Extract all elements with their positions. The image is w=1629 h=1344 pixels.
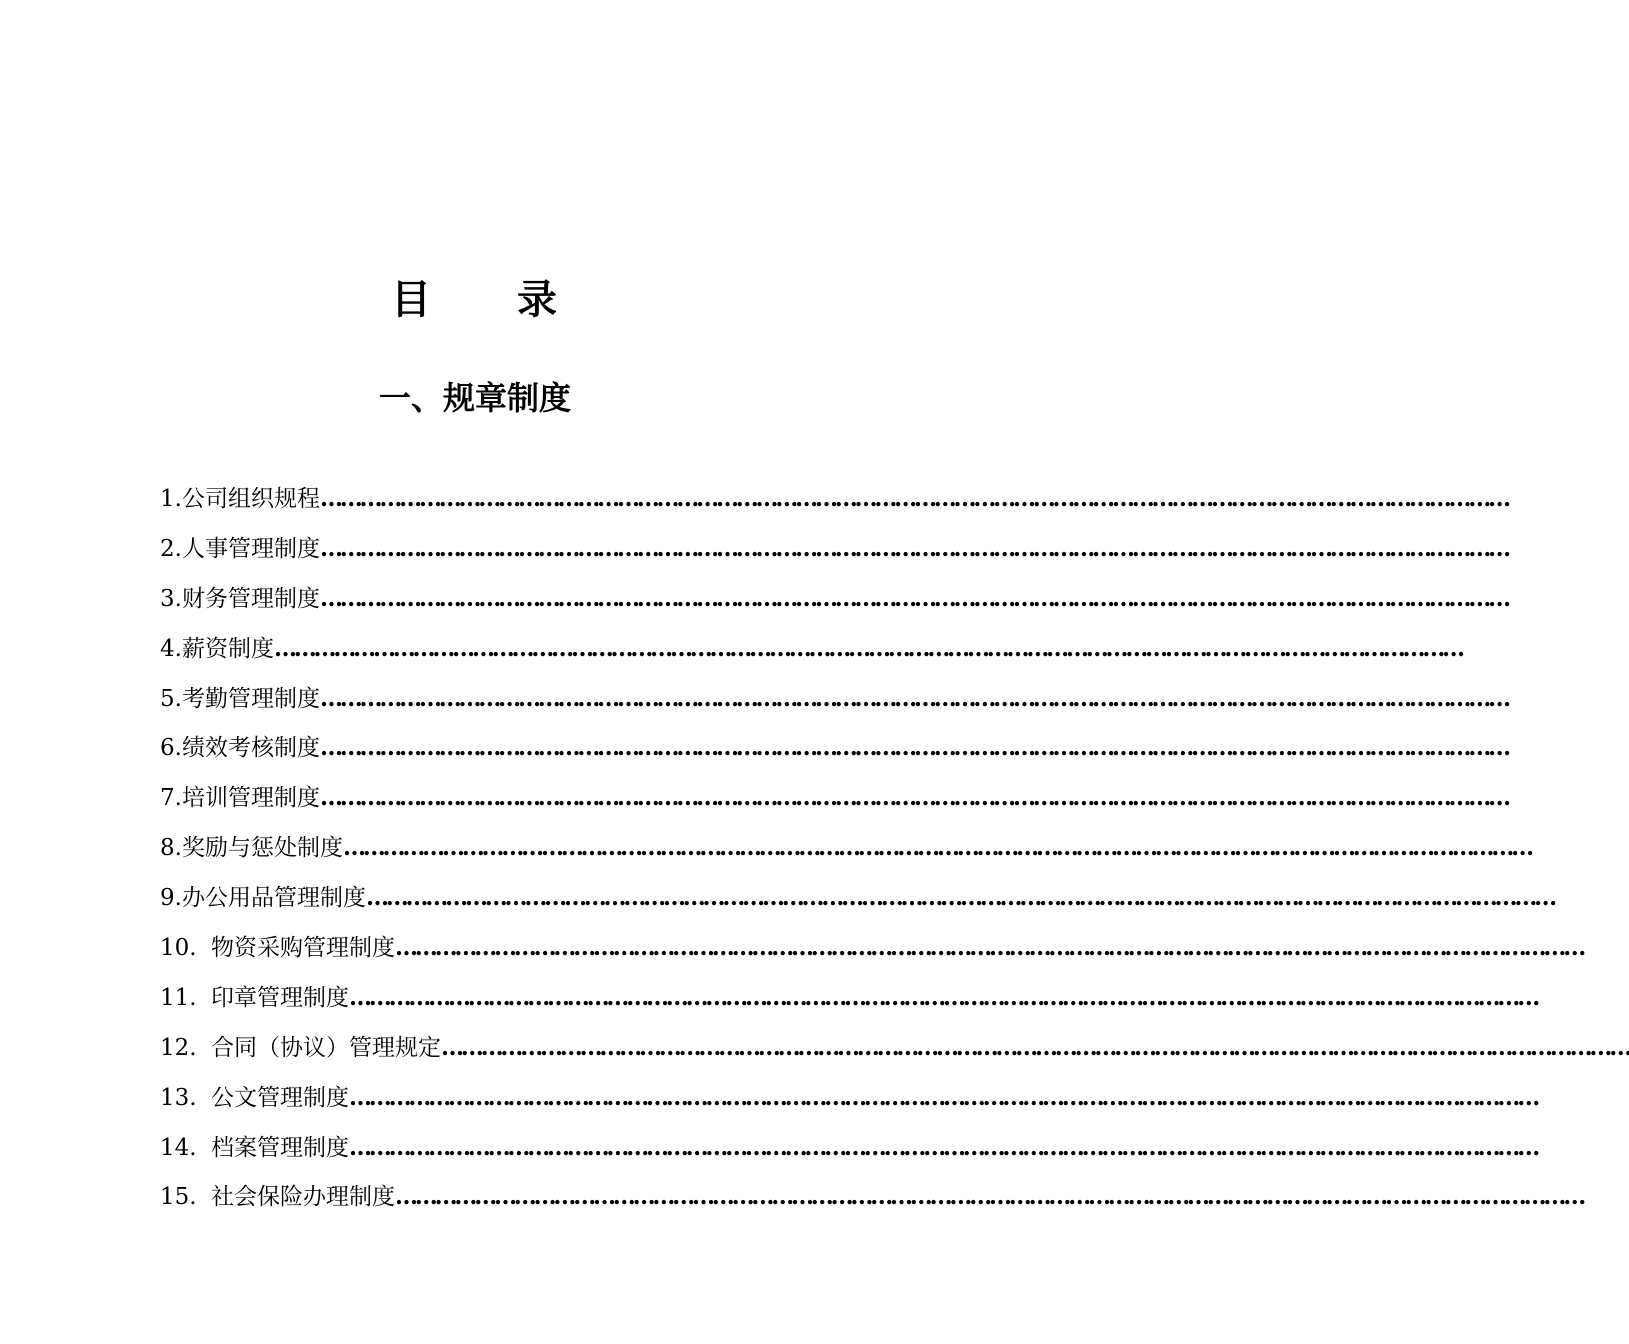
toc-item[interactable] [160,574,1508,624]
toc-dot-leader: ……………………………………………………………………………………………………………………………………………………………… [342,834,1531,862]
toc-item[interactable] [160,1123,1538,1173]
toc-item-title: 绩效考核制度 [181,735,320,762]
toc-item-number: 7. [160,785,182,812]
toc-item[interactable] [160,823,1531,873]
toc-item[interactable] [160,524,1508,574]
toc-item[interactable] [160,1172,1584,1222]
toc-item-title: 印章管理制度 [211,984,349,1011]
toc-dot-leader: ……………………………………………………………………………………………………………………………………………………………… [319,734,1508,762]
toc-item-number: 13. [160,1084,197,1111]
toc-item-title: 公司组织规程 [181,486,320,512]
toc-dot-leader: ……………………………………………………………………………………………………………………………………………………………… [349,983,1538,1011]
toc-item-title: 培训管理制度 [181,785,320,812]
toc-item[interactable] [160,773,1508,823]
toc-item[interactable] [160,973,1538,1023]
toc-item[interactable] [160,474,1508,524]
toc-item-number: 12. [160,1034,197,1061]
toc-item-title: 档案管理制度 [211,1134,349,1161]
toc-item[interactable] [160,674,1508,724]
toc-item[interactable] [160,723,1508,773]
toc-item-number: 4. [160,635,182,662]
toc-dot-leader: ……………………………………………………………………………………………………………………………………………………………… [349,1083,1538,1111]
toc-dot-leader: ……………………………………………………………………………………………………………………………………………………………… [349,1133,1538,1161]
toc-item[interactable] [160,1023,1629,1073]
toc-dot-leader: ……………………………………………………………………………………………………………………………………………………………… [365,884,1554,912]
toc-item-title: 社会保险办理制度 [211,1184,395,1211]
toc-item-title: 公文管理制度 [211,1084,349,1111]
toc-item-number: 15. [160,1184,197,1211]
toc-item-title: 奖励与惩处制度 [181,835,343,862]
toc-dot-leader: ……………………………………………………………………………………………………………………………………………………………… [395,934,1584,962]
toc-item[interactable] [160,624,1462,674]
title-char-right: 录 [517,277,559,323]
toc-dot-leader: ……………………………………………………………………………………………………………………………………………………………… [441,1033,1629,1061]
toc-item-number: 5. [160,685,182,712]
toc-item-title: 人事管理制度 [181,535,320,562]
toc-item-number: 11. [160,984,197,1011]
toc-dot-leader: ……………………………………………………………………………………………………………………………………………………………… [319,784,1508,812]
toc-item-title: 考勤管理制度 [181,685,320,712]
section-heading: 一、规章制度 [378,379,571,417]
toc-item-number: 2. [160,535,182,562]
toc-dot-leader: ……………………………………………………………………………………………………………………………………………………………… [319,684,1508,712]
toc-item-title: 财务管理制度 [181,585,320,612]
page-title [0,272,950,328]
toc-dot-leader: ……………………………………………………………………………………………………………………………………………………………… [319,534,1508,562]
toc-dot-leader: ……………………………………………………………………………………………………………………………………………………………… [273,634,1462,662]
toc-item-number: 8. [160,835,182,862]
toc-item-number: 9. [160,885,182,912]
toc-dot-leader: ……………………………………………………………………………………………………………………………………………………………… [319,584,1508,612]
toc-item-number: 3. [160,585,182,612]
toc-item-number: 14. [160,1134,197,1161]
toc-item[interactable] [160,873,1554,923]
toc-item-title: 薪资制度 [181,635,274,662]
table-of-contents [160,474,1629,1222]
toc-dot-leader: ……………………………………………………………………………………………………………………………………………………………… [319,485,1508,512]
toc-item-number: 10. [160,935,197,962]
toc-item-title: 物资采购管理制度 [211,935,395,962]
toc-item[interactable] [160,1073,1538,1123]
toc-item-title: 办公用品管理制度 [181,885,366,912]
toc-item-number: 1. [160,486,182,512]
toc-item-number: 6. [160,735,182,762]
toc-item[interactable] [160,923,1584,973]
toc-item-title: 合同（协议）管理规定 [211,1034,441,1061]
title-char-left: 目 [391,277,433,323]
toc-dot-leader: ……………………………………………………………………………………………………………………………………………………………… [395,1183,1584,1211]
